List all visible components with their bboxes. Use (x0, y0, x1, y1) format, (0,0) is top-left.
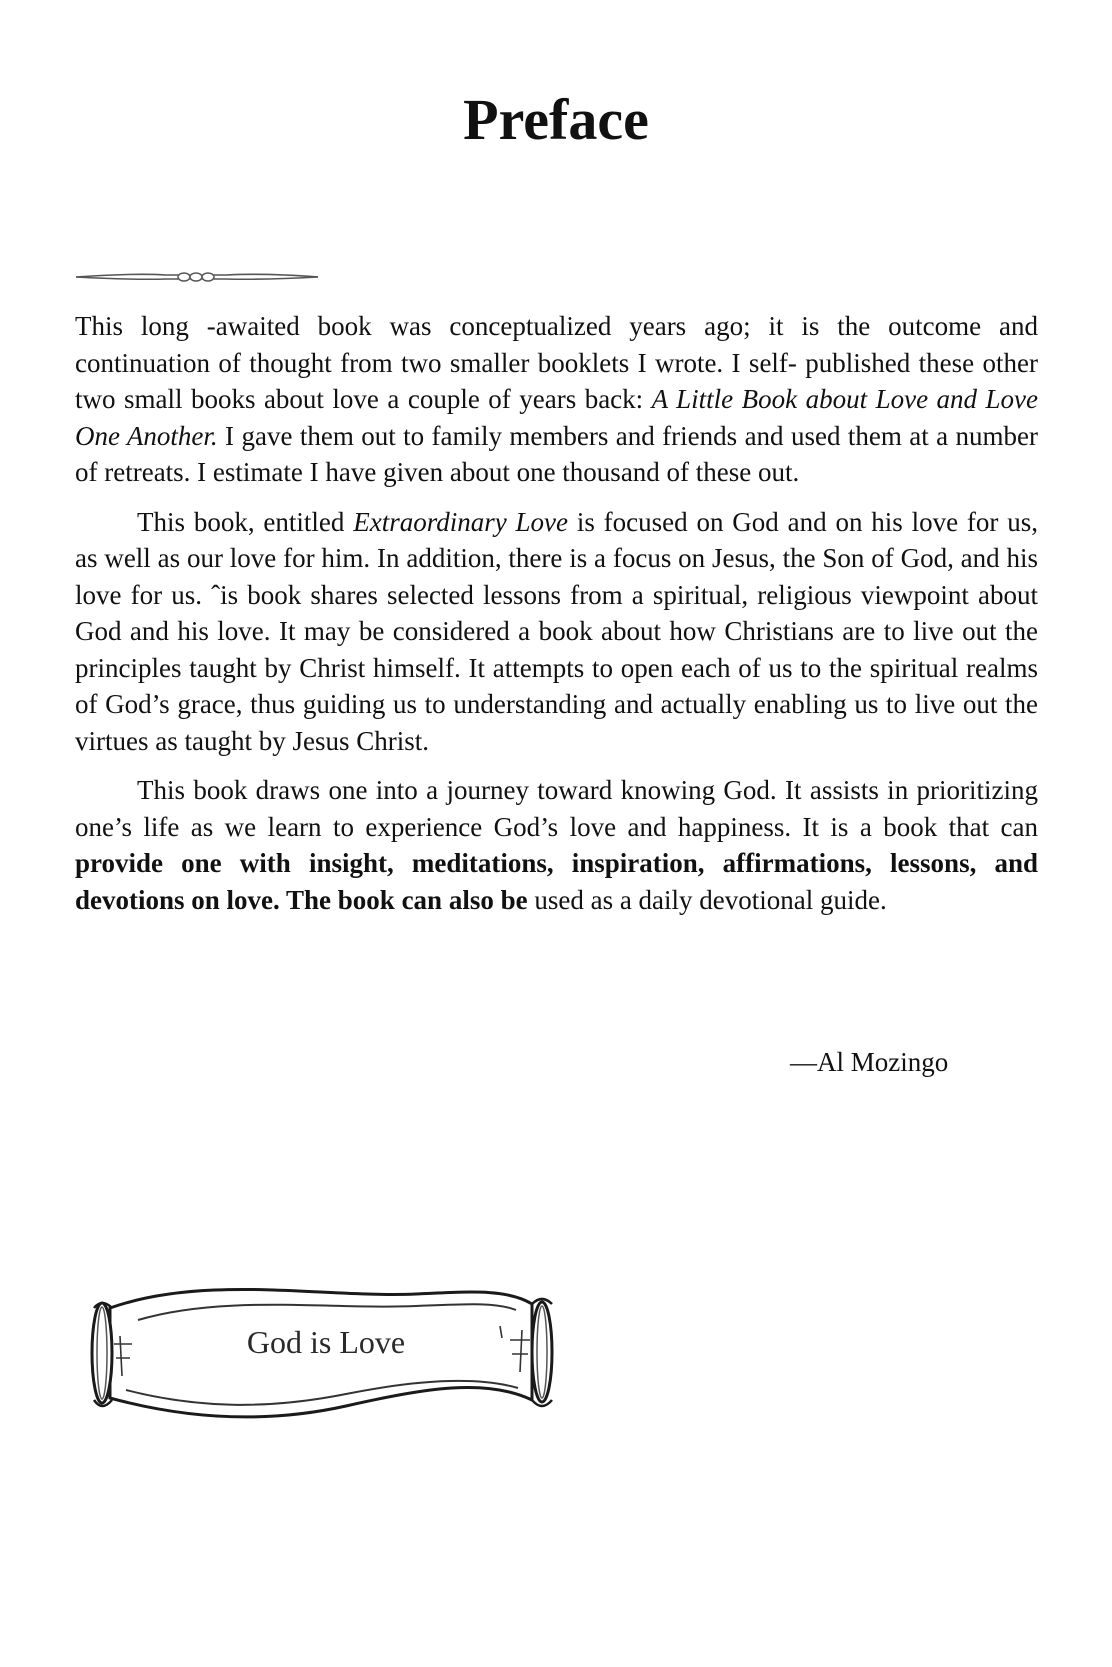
scroll-banner-label: God is Love (246, 1324, 406, 1360)
paragraph-2: This book, entitled Extraordinary Love is focused on God and on his love for us, as well as our love for him. In addition, there is a focus on Jesus, the Son of God, and his love for us. ˆis book shares selected lessons from a spiritual, religious viewpoint about God and his love. It may be considered a book about how Christians are to live out the principles taught by Christ himself. It attempts to open each of us to the spiritual realms of God’s grace, thus guiding us to understanding and actually enabling us to live out the virtues as taught by Jesus Christ. (75, 506, 1038, 756)
page-title: Preface (463, 87, 649, 152)
author-signature: —Al Mozingo (790, 1047, 949, 1077)
divider-ornament-icon (74, 270, 320, 284)
paragraph-1: This long -awaited book was conceptualized years ago; it is the outcome and continuation of thought from two smaller booklets I wrote. I self- published these other two small books about love a couple of years back: A Little Book about Love and Love One Another. I gave them out to family members and friends and used them at a number of retreats. I estimate I have given about one thousand of these out. (75, 311, 1038, 487)
preface-body (75, 308, 1038, 931)
paragraph-3: This book draws one into a journey toward knowing God. It assists in prioritizing one’s life as we learn to experience God’s love and happiness. It is a book that can provide one with insight, meditations, inspiration, affirmations, lessons, and devotions on love. The book can also be used as a daily devotional guide. (75, 775, 1038, 915)
